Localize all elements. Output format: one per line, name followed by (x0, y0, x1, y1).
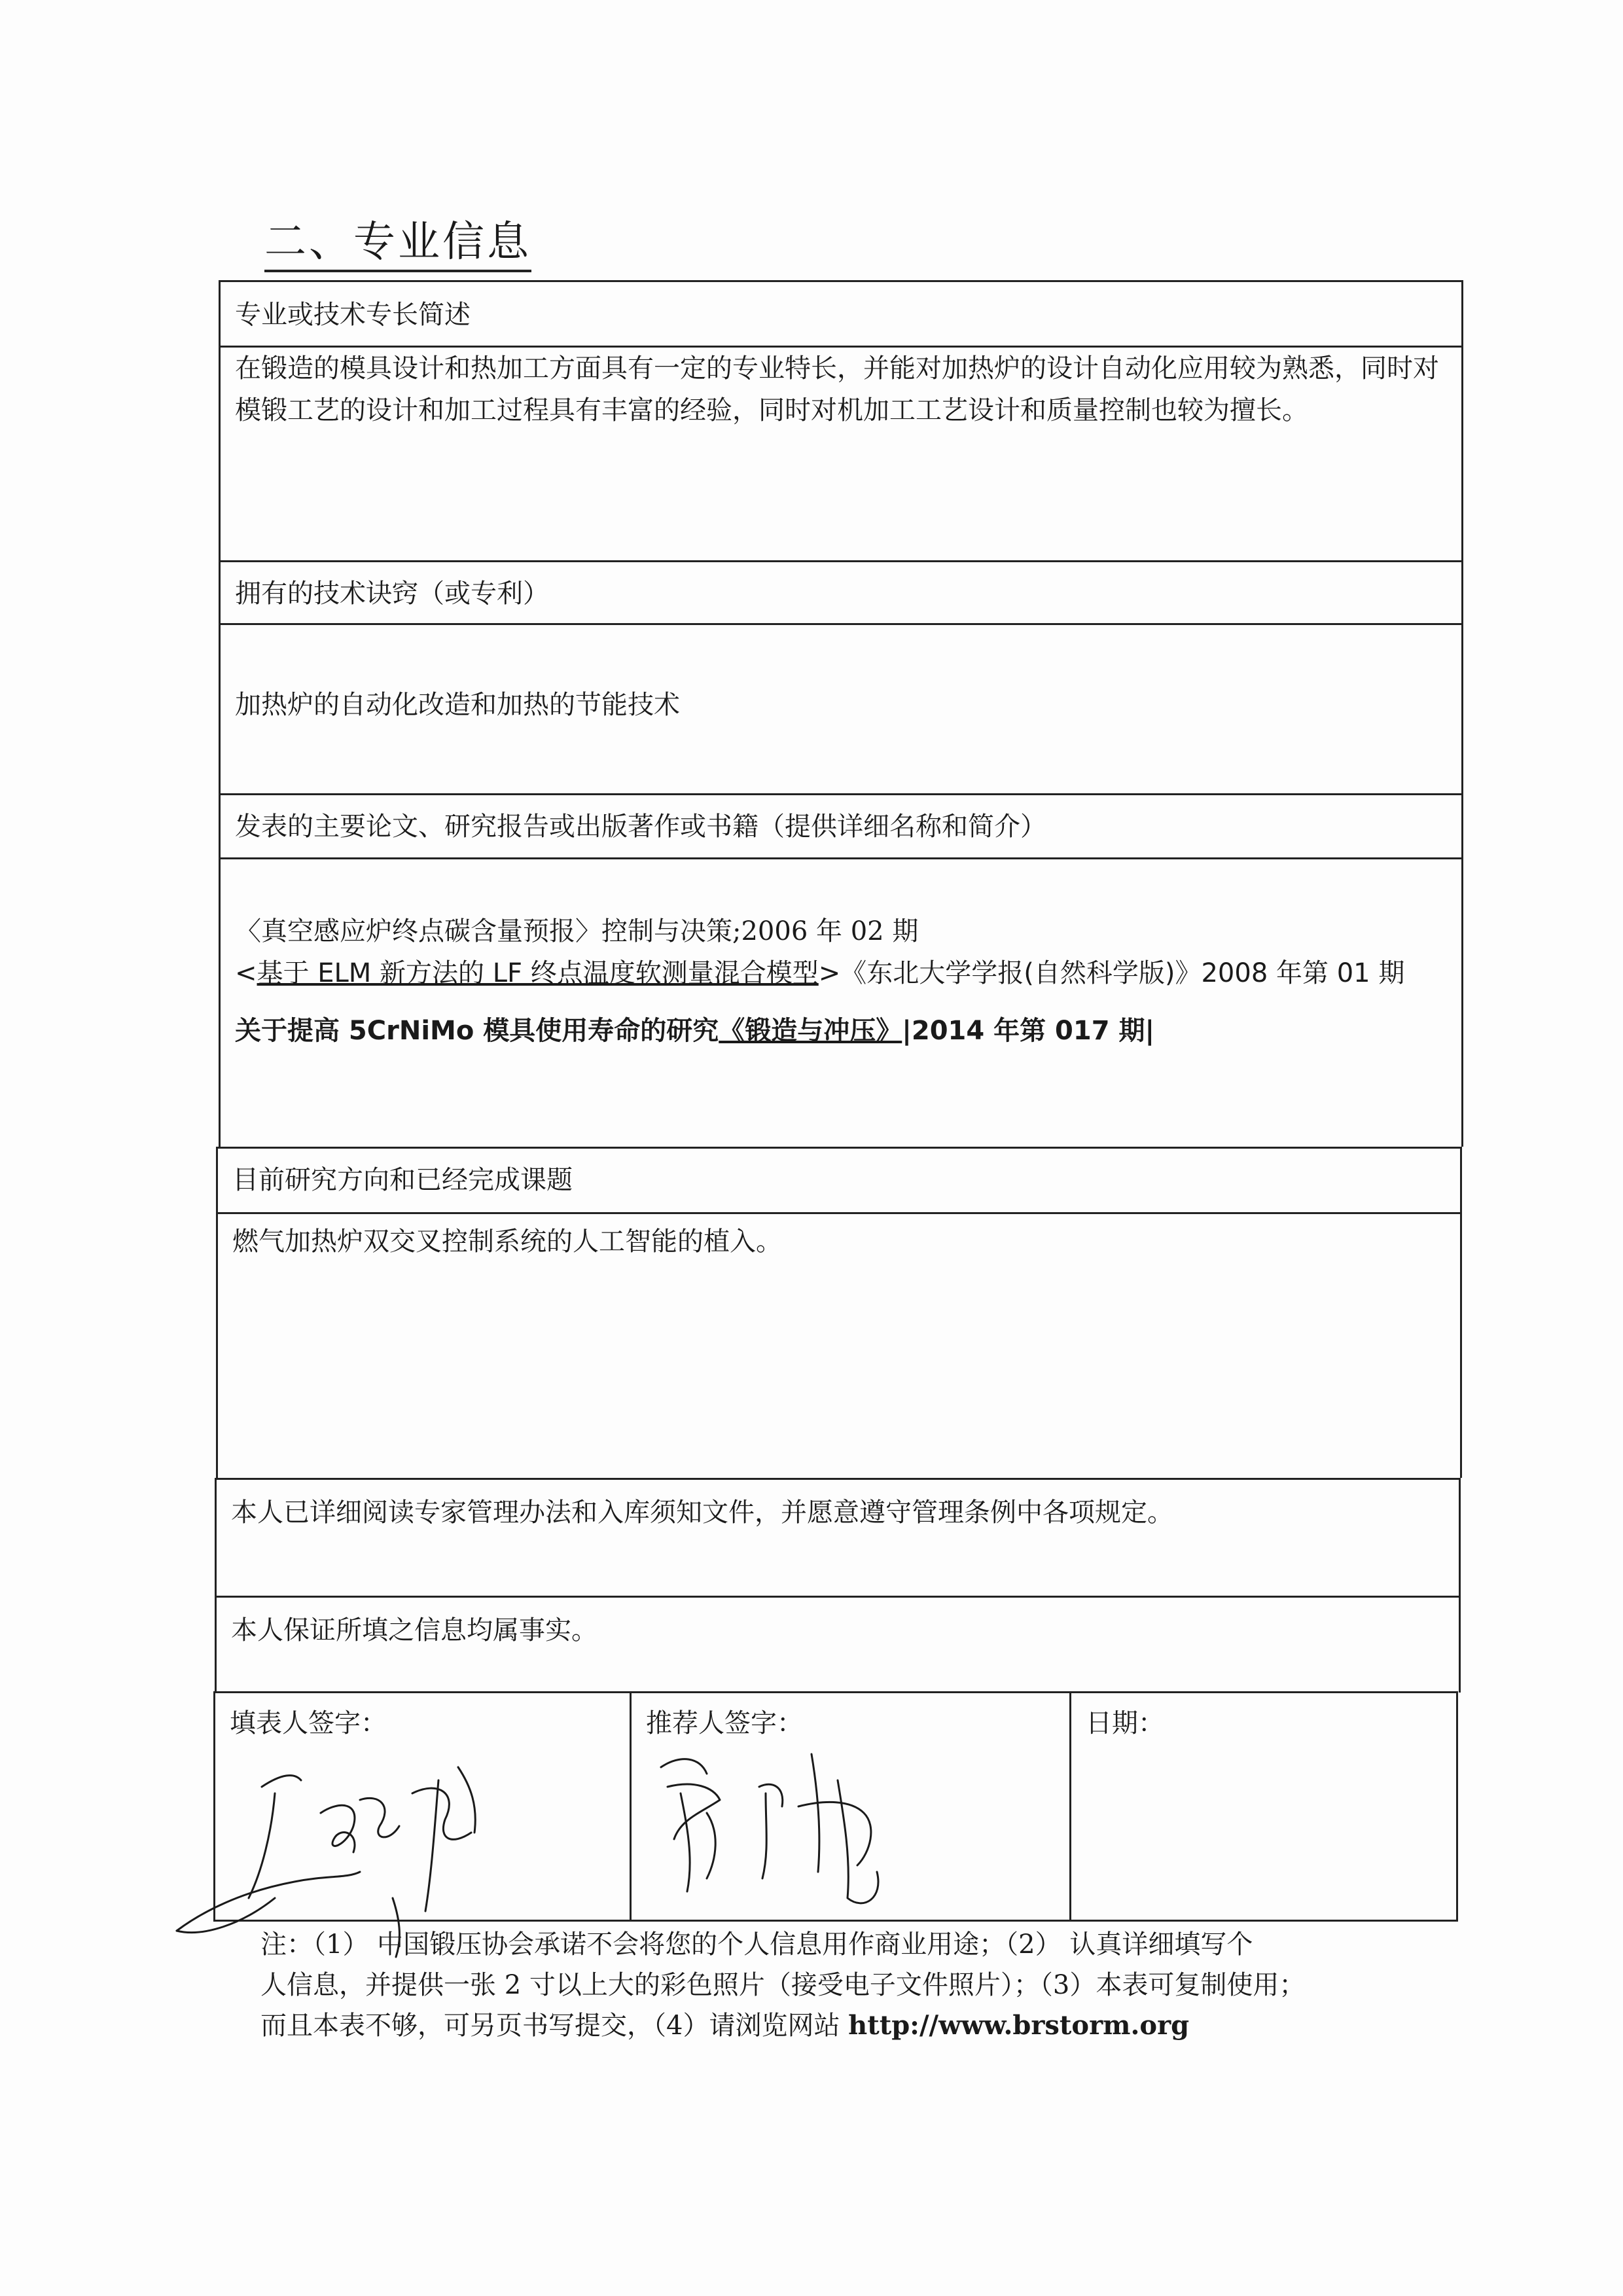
paper-2 (235, 952, 1447, 994)
paper-2-title: 基于 ELM 新方法的 LF 终点温度软测量混合模型 (257, 958, 819, 988)
declaration-1: 本人已详细阅读专家管理办法和入库须知文件，并愿意遵守管理条例中各项规定。 (231, 1498, 1173, 1528)
expertise-text: 在锻造的模具设计和热加工方面具有一定的专业特长，并能对加热炉的设计自动化应用较为熟悉，同时对模锻工艺的设计和加工过程具有丰富的经验，同时对机加工工艺设计和质量控制也较为擅长。 (235, 353, 1439, 425)
research-text: 燃气加热炉双交叉控制系统的人工智能的植入。 (232, 1227, 782, 1257)
paper-2-suffix: >《东北大学学报(自然科学版)》2008 年第 01 期 (818, 958, 1405, 988)
paper-2-prefix: < (235, 958, 257, 988)
knowhow-text-row (219, 623, 1463, 793)
expertise-label-row (219, 280, 1463, 346)
expertise-label: 专业或技术专长简述 (235, 300, 471, 330)
recommender-signature-label: 推荐人签字： (646, 1708, 803, 1738)
knowhow-label: 拥有的技术诀窍（或专利） (235, 579, 549, 609)
research-text-row (216, 1212, 1462, 1478)
notes-line-3-text: 而且本表不够，可另页书写提交，（4）请浏览网站 (260, 2011, 849, 2041)
research-label: 目前研究方向和已经完成课题 (232, 1165, 573, 1195)
notes-line-2: 人信息，并提供一张 2 寸以上大的彩色照片（接受电子文件照片）；（3）本表可复制使用； (260, 1970, 1306, 2000)
knowhow-text: 加热炉的自动化改造和加热的节能技术 (235, 690, 680, 720)
papers-label: 发表的主要论文、研究报告或出版著作或书籍（提供详细名称和简介） (235, 812, 1046, 842)
notes-line-3 (260, 2005, 1425, 2046)
declaration-1-row (215, 1478, 1461, 1596)
paper-3 (235, 1010, 1447, 1052)
recommender-handwritten-signature (641, 1728, 942, 1924)
research-label-row (216, 1147, 1462, 1212)
declaration-2: 本人保证所填之信息均属事实。 (231, 1615, 597, 1645)
paper-1: 〈真空感应炉终点碳含量预报〉控制与决策;2006 年 02 期 (235, 916, 919, 946)
paper-3-journal: 《锻造与冲压》 (719, 1016, 902, 1046)
date-cell (1071, 1693, 1460, 1920)
knowhow-label-row (219, 560, 1463, 623)
expertise-text-row (219, 346, 1463, 560)
section-title: 二、专业信息 (264, 208, 531, 272)
notes-line-1: 注：（1） 中国锻压协会承诺不会将您的个人信息用作商业用途；（2） 认真详细填写个 (260, 1929, 1253, 1960)
filler-signature-label: 填表人签字： (230, 1708, 387, 1738)
paper-3-suffix: |2014 年第 017 期| (902, 1016, 1155, 1046)
declaration-2-row (215, 1596, 1461, 1693)
website-link[interactable]: http://www.brstorm.org (848, 2010, 1190, 2041)
notes-block (260, 1924, 1425, 2046)
date-label: 日期： (1086, 1708, 1164, 1738)
paper-3-prefix: 关于提高 5CrNiMo 模具使用寿命的研究 (235, 1016, 719, 1046)
papers-content-row (219, 857, 1463, 1147)
papers-label-row (219, 793, 1463, 857)
